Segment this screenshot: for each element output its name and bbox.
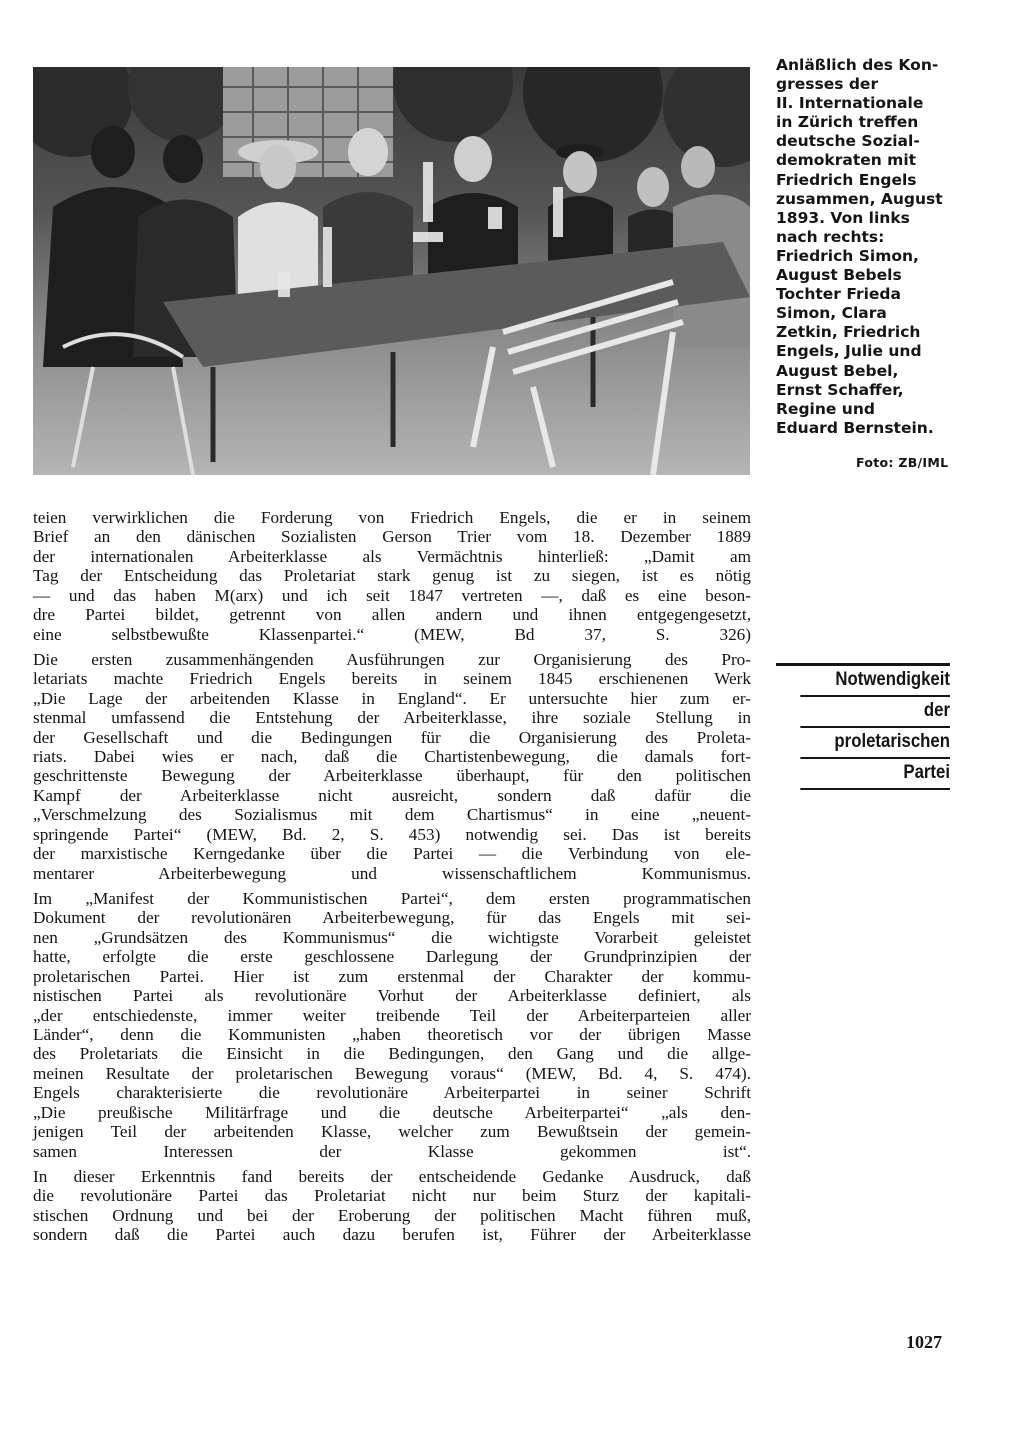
section-heading-line-4: Partei [800,759,950,790]
paragraph-2: Die ersten zusammenhängenden Ausführungen zur Organisierung des Pro- letariats machte Friedrich Engels bereits in seinem 1845 erschienenen Werk „Die Lage der arbeitenden Klasse in England“. Er untersuchte hier zum er- stenmal umfassend die Entstehung der Arbeiterklasse, ihre soziale Stellung in der Gesellschaft und die Bedingungen für die Organisierung des Proleta- riats. Dabei wies er nach, daß die Chartistenbewegung, die damals fort- geschrittenste Bewegung der Arbeiterklasse überhaupt, für den politischen Kampf der Arbeiterklasse nicht ausreicht, sondern daß dafür die „Verschmelzung des Sozialismus mit dem Chartismus“ in eine „neuent- springende Partei“ (MEW, Bd. 2, S. 453) notwendig sei. Das ist bereits der marxistische Kerngedanke über die Partei — die Verbindung von ele- mentarer Arbeiterbewegung und wissenschaftlichem Kommunismus. [33,649,751,883]
photograph-icon [33,67,750,475]
page-number: 1027 [906,1332,942,1352]
paragraph-3: Im „Manifest der Kommunistischen Partei“, dem ersten programmatischen Dokument der revolutionären Arbeiterbewegung, für das Engels mit sei- nen „Grundsätzen des Kommunismus“ die wichtigste Vorarbeit geleistet hatte, erfolgte die erste geschlossene Darlegung der Grundprinzipien der proletarischen Partei. Hier ist zum erstenmal der Charakter der kommu- nistischen Partei als revolutionäre Vorhut der Arbeiterklasse definiert, als „der entschiedenste, immer weiter treibende Teil der Arbeiterparteien aller Länder“, denn die Kommunisten „haben theoretisch vor der übrigen Masse des Proletariats die Einsicht in die Bedingungen, den Gang und die allge- meinen Resultate der proletarischen Bewegung voraus“ (MEW, Bd. 4, S. 474). Engels charakterisierte die revolutionäre Arbeiterpartei in seiner Schrift „Die preußische Militärfrage und die deutsche Arbeiterpartei“ „als den- jenigen Teil der arbeitenden Klasse, welcher zum Bewußtsein der gemein- samen Interessen der Klasse gekommen ist“. [33,889,751,1161]
body-text [33,508,751,1245]
section-heading [776,663,950,790]
paragraph-1: teien verwirklichen die Forderung von Friedrich Engels, die er in seinem Brief an den dänischen Sozialisten Gerson Trier vom 18. Dezember 1889 der internationalen Arbeiterklasse als Vermächtnis hinterließ: „Damit am Tag der Entscheidung das Proletariat stark genug ist zu siegen, ist es nötig — und das haben M(arx) und ich seit 1847 vertreten —, daß es eine beson- dre Partei bildet, getrennt von allen andern und ihnen entgegengesetzt, eine selbstbewußte Klassenpartei.“ (MEW, Bd 37, S. 326) [33,508,751,644]
photo-caption: Anläßlich des Kon- gresses der II. Internationale in Zürich treffen deutsche Sozial- demokraten mit Friedrich Engels zusammen, August 1893. Von links nach rechts: Friedrich Simon, August Bebels Tochter Frieda Simon, Clara Zetkin, Friedrich Engels, Julie und August Bebel, Ernst Schaffer, Regine und Eduard Bernstein. [776,56,943,437]
photo-credit: Foto: ZB/IML [856,455,949,470]
historical-photograph [33,67,750,475]
section-heading-line-3: proletarischen [800,728,950,759]
section-heading-line-1: Notwendigkeit [800,666,950,697]
paragraph-4: In dieser Erkenntnis fand bereits der entscheidende Gedanke Ausdruck, daß die revolutionäre Partei das Proletariat nicht nur beim Sturz der kapitali- stischen Ordnung und bei der Eroberung der politischen Macht führen muß, sondern daß die Partei auch dazu berufen ist, Führer der Arbeiterklasse [33,1166,751,1245]
section-heading-line-2: der [800,697,950,728]
